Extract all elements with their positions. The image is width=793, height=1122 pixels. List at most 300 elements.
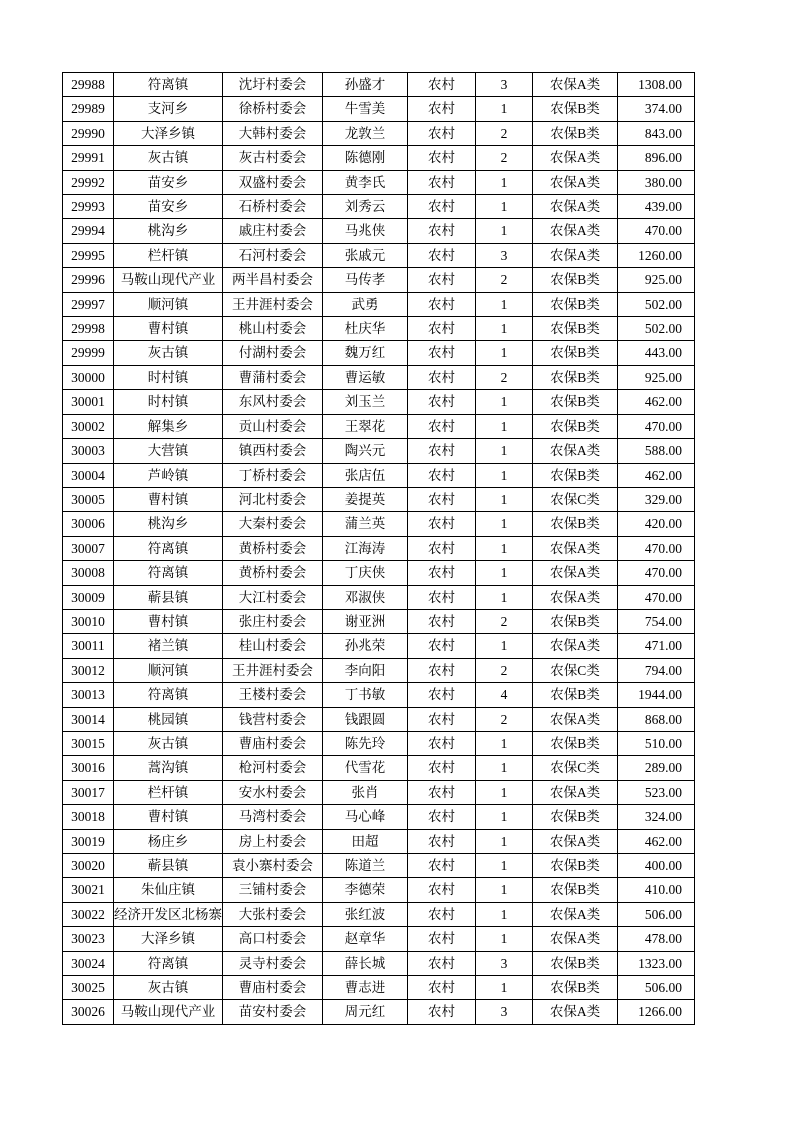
cell-amount xyxy=(618,439,695,463)
cell-village-committee-text: 戚庄村委会 xyxy=(238,223,307,239)
cell-insurance-category xyxy=(533,951,618,975)
table-row xyxy=(63,341,695,365)
cell-town-text: 支河乡 xyxy=(147,101,189,117)
cell-record-number-text: 30021 xyxy=(71,882,105,898)
cell-record-number-text: 30010 xyxy=(71,613,105,629)
cell-residence-type xyxy=(408,805,476,829)
cell-village-committee-text: 镇西村委会 xyxy=(238,443,307,459)
cell-residence-type xyxy=(408,609,476,633)
cell-amount-text: 502.00 xyxy=(644,321,682,337)
cell-person-count-text: 1 xyxy=(500,638,508,654)
cell-insurance-category-text: 农保B类 xyxy=(550,613,600,629)
cell-amount xyxy=(618,951,695,975)
cell-village-committee-text: 桃山村委会 xyxy=(238,321,307,337)
cell-village-committee xyxy=(223,634,323,658)
cell-person-count xyxy=(476,243,533,267)
cell-village-committee xyxy=(223,414,323,438)
cell-residence-type xyxy=(408,951,476,975)
cell-person-name xyxy=(323,854,408,878)
cell-village-committee xyxy=(223,951,323,975)
cell-village-committee-text: 高口村委会 xyxy=(238,931,307,947)
cell-village-committee xyxy=(223,121,323,145)
cell-residence-type xyxy=(408,756,476,780)
cell-person-count-text: 1 xyxy=(500,760,508,776)
cell-person-count-text: 2 xyxy=(500,272,508,288)
table-row xyxy=(63,512,695,536)
cell-person-name-text: 江海涛 xyxy=(344,540,386,556)
cell-amount-text: 523.00 xyxy=(644,784,682,800)
cell-village-committee-text: 曹蒲村委会 xyxy=(238,369,307,385)
cell-insurance-category-text: 农保B类 xyxy=(550,418,600,434)
cell-insurance-category-text: 农保B类 xyxy=(550,980,600,996)
cell-town xyxy=(114,365,223,389)
cell-person-count xyxy=(476,463,533,487)
cell-amount-text: 324.00 xyxy=(644,809,682,825)
cell-village-committee xyxy=(223,756,323,780)
cell-residence-type-text: 农村 xyxy=(428,467,455,483)
cell-village-committee-text: 袁小寨村委会 xyxy=(232,858,313,873)
cell-village-committee-text: 曹庙村委会 xyxy=(238,735,307,751)
cell-insurance-category-text: 农保B类 xyxy=(550,858,600,873)
cell-insurance-category-text: 农保A类 xyxy=(549,833,601,849)
cell-record-number-text: 30002 xyxy=(71,418,105,434)
table-row xyxy=(63,585,695,609)
table-row xyxy=(63,414,695,438)
cell-amount-text: 896.00 xyxy=(644,150,682,166)
table-row xyxy=(63,878,695,902)
table-row xyxy=(63,365,695,389)
cell-person-count-text: 1 xyxy=(500,345,508,361)
cell-person-count-text: 1 xyxy=(500,321,508,337)
cell-amount-text: 329.00 xyxy=(644,491,682,507)
cell-town-text: 时村镇 xyxy=(147,369,189,385)
table-row xyxy=(63,170,695,194)
cell-amount-text: 502.00 xyxy=(644,296,682,312)
table-row xyxy=(63,268,695,292)
cell-residence-type-text: 农村 xyxy=(428,882,455,898)
cell-amount xyxy=(618,561,695,585)
cell-person-name-text: 姜提英 xyxy=(344,491,386,507)
cell-residence-type-text: 农村 xyxy=(428,540,455,556)
cell-insurance-category xyxy=(533,292,618,316)
cell-record-number xyxy=(63,902,114,926)
cell-insurance-category xyxy=(533,219,618,243)
cell-insurance-category-text: 农保A类 xyxy=(549,784,601,800)
cell-person-name xyxy=(323,707,408,731)
cell-amount-text: 470.00 xyxy=(644,565,682,581)
cell-insurance-category-text: 农保B类 xyxy=(550,955,600,971)
cell-town-text: 符离镇 xyxy=(147,540,189,556)
cell-insurance-category xyxy=(533,341,618,365)
cell-insurance-category-text: 农保A类 xyxy=(549,174,601,190)
cell-person-name xyxy=(323,317,408,341)
cell-village-committee-text: 王井涯村委会 xyxy=(232,296,313,312)
cell-village-committee-text: 石河村委会 xyxy=(238,247,307,263)
cell-town-text: 桃园镇 xyxy=(147,711,189,727)
cell-residence-type-text: 农村 xyxy=(428,77,455,92)
cell-person-name-text: 陶兴元 xyxy=(344,443,386,459)
cell-person-name xyxy=(323,170,408,194)
cell-person-count-text: 1 xyxy=(500,394,508,410)
cell-person-name xyxy=(323,292,408,316)
cell-residence-type xyxy=(408,707,476,731)
cell-insurance-category xyxy=(533,97,618,121)
cell-person-name-text: 丁书敏 xyxy=(344,687,386,703)
cell-record-number-text: 30015 xyxy=(71,735,105,751)
table-row xyxy=(63,439,695,463)
cell-village-committee xyxy=(223,439,323,463)
cell-person-count xyxy=(476,854,533,878)
cell-record-number-text: 30001 xyxy=(71,394,105,410)
cell-person-name-text: 张肖 xyxy=(351,784,379,800)
cell-person-name-text: 蒲兰英 xyxy=(344,516,386,532)
cell-record-number-text: 30025 xyxy=(71,980,105,996)
cell-town-text: 苗安乡 xyxy=(147,199,189,215)
cell-person-name xyxy=(323,536,408,560)
cell-village-committee xyxy=(223,658,323,682)
table-row xyxy=(63,561,695,585)
cell-amount xyxy=(618,780,695,804)
cell-person-count-text: 1 xyxy=(500,565,508,581)
cell-person-name-text: 马心峰 xyxy=(344,809,386,825)
cell-insurance-category-text: 农保B类 xyxy=(550,394,600,410)
cell-village-committee xyxy=(223,854,323,878)
cell-village-committee xyxy=(223,707,323,731)
cell-insurance-category-text: 农保A类 xyxy=(549,150,601,166)
cell-person-name xyxy=(323,829,408,853)
cell-residence-type xyxy=(408,317,476,341)
cell-person-count-text: 4 xyxy=(500,687,508,703)
cell-amount xyxy=(618,219,695,243)
cell-village-committee-text: 王楼村委会 xyxy=(238,687,307,703)
cell-insurance-category xyxy=(533,878,618,902)
cell-person-count xyxy=(476,512,533,536)
cell-residence-type-text: 农村 xyxy=(428,418,455,434)
cell-town-text: 顺河镇 xyxy=(147,296,189,312)
cell-amount-text: 471.00 xyxy=(644,638,682,654)
cell-village-committee-text: 丁桥村委会 xyxy=(238,467,307,483)
cell-insurance-category xyxy=(533,195,618,219)
cell-person-name-text: 刘玉兰 xyxy=(344,394,386,410)
cell-person-count xyxy=(476,634,533,658)
cell-person-name-text: 曹运敏 xyxy=(344,369,386,385)
cell-person-name-text: 张店伍 xyxy=(344,467,386,483)
cell-village-committee-text: 灰古村委会 xyxy=(238,150,307,166)
cell-insurance-category-text: 农保C类 xyxy=(550,760,600,776)
cell-residence-type xyxy=(408,878,476,902)
cell-person-count-text: 1 xyxy=(500,491,508,507)
cell-person-count-text: 1 xyxy=(500,882,508,898)
cell-residence-type xyxy=(408,658,476,682)
cell-amount xyxy=(618,341,695,365)
table-row xyxy=(63,634,695,658)
cell-amount xyxy=(618,634,695,658)
cell-person-name xyxy=(323,585,408,609)
cell-amount-text: 374.00 xyxy=(644,101,682,117)
cell-amount xyxy=(618,683,695,707)
cell-town-text: 灰古镇 xyxy=(147,980,189,996)
cell-amount xyxy=(618,170,695,194)
cell-insurance-category xyxy=(533,780,618,804)
cell-insurance-category-text: 农保B类 xyxy=(550,735,600,751)
cell-insurance-category-text: 农保B类 xyxy=(550,516,600,532)
cell-residence-type-text: 农村 xyxy=(428,199,455,215)
cell-residence-type xyxy=(408,365,476,389)
cell-person-count-text: 2 xyxy=(500,150,508,166)
cell-record-number-text: 30014 xyxy=(71,711,105,727)
cell-residence-type-text: 农村 xyxy=(428,931,455,947)
cell-residence-type xyxy=(408,927,476,951)
table-row xyxy=(63,390,695,414)
cell-residence-type xyxy=(408,121,476,145)
cell-residence-type-text: 农村 xyxy=(428,174,455,190)
table-row xyxy=(63,976,695,1000)
cell-record-number xyxy=(63,658,114,682)
cell-insurance-category xyxy=(533,317,618,341)
cell-town-text: 曹村镇 xyxy=(147,491,189,507)
cell-insurance-category xyxy=(533,927,618,951)
cell-record-number xyxy=(63,951,114,975)
cell-person-name-text: 杜庆华 xyxy=(344,321,386,337)
cell-residence-type-text: 农村 xyxy=(428,858,455,873)
cell-village-committee xyxy=(223,731,323,755)
cell-town xyxy=(114,195,223,219)
cell-amount xyxy=(618,365,695,389)
table-row xyxy=(63,243,695,267)
cell-amount-text: 925.00 xyxy=(644,272,682,288)
cell-person-count xyxy=(476,219,533,243)
cell-village-committee-text: 河北村委会 xyxy=(238,491,307,507)
cell-person-name-text: 丁庆侠 xyxy=(344,565,386,581)
cell-village-committee-text: 灵寺村委会 xyxy=(238,955,307,971)
cell-town xyxy=(114,707,223,731)
cell-insurance-category-text: 农保A类 xyxy=(549,711,601,727)
cell-insurance-category xyxy=(533,73,618,97)
cell-town xyxy=(114,854,223,878)
cell-village-committee xyxy=(223,487,323,511)
cell-amount xyxy=(618,756,695,780)
cell-town xyxy=(114,634,223,658)
cell-insurance-category-text: 农保B类 xyxy=(550,809,600,825)
cell-record-number-text: 30017 xyxy=(71,784,105,800)
cell-town-text: 马鞍山现代产业 xyxy=(120,272,216,288)
cell-insurance-category-text: 农保A类 xyxy=(549,565,601,581)
cell-village-committee xyxy=(223,878,323,902)
cell-record-number xyxy=(63,341,114,365)
cell-insurance-category-text: 农保B类 xyxy=(550,101,600,117)
cell-record-number xyxy=(63,292,114,316)
cell-person-name xyxy=(323,1000,408,1024)
cell-amount xyxy=(618,97,695,121)
cell-record-number xyxy=(63,121,114,145)
cell-town-text: 符离镇 xyxy=(147,565,189,581)
cell-record-number xyxy=(63,195,114,219)
cell-village-committee-text: 东风村委会 xyxy=(238,394,307,410)
cell-person-count-text: 1 xyxy=(500,199,508,215)
cell-residence-type-text: 农村 xyxy=(428,516,455,532)
cell-amount-text: 289.00 xyxy=(644,760,682,776)
cell-residence-type-text: 农村 xyxy=(428,247,455,263)
cell-person-count xyxy=(476,805,533,829)
cell-record-number xyxy=(63,756,114,780)
cell-person-count xyxy=(476,341,533,365)
cell-amount-text: 1308.00 xyxy=(638,77,682,92)
cell-town-text: 顺河镇 xyxy=(147,662,189,678)
cell-residence-type-text: 农村 xyxy=(428,833,455,849)
cell-amount-text: 410.00 xyxy=(644,882,682,898)
cell-person-name-text: 薛长城 xyxy=(344,955,386,971)
cell-insurance-category-text: 农保B类 xyxy=(550,687,600,703)
cell-town xyxy=(114,902,223,926)
cell-town xyxy=(114,536,223,560)
cell-record-number-text: 29997 xyxy=(71,296,105,312)
cell-insurance-category xyxy=(533,854,618,878)
cell-residence-type-text: 农村 xyxy=(428,760,455,776)
cell-town-text: 符离镇 xyxy=(147,687,189,703)
table-row xyxy=(63,780,695,804)
table-row xyxy=(63,195,695,219)
cell-person-name-text: 谢亚洲 xyxy=(344,613,386,629)
cell-amount-text: 510.00 xyxy=(644,735,682,751)
cell-person-name xyxy=(323,731,408,755)
cell-insurance-category xyxy=(533,1000,618,1024)
cell-record-number xyxy=(63,683,114,707)
cell-insurance-category xyxy=(533,756,618,780)
cell-person-count xyxy=(476,439,533,463)
cell-residence-type-text: 农村 xyxy=(428,565,455,581)
cell-person-count-text: 1 xyxy=(500,296,508,312)
cell-amount xyxy=(618,121,695,145)
cell-village-committee xyxy=(223,561,323,585)
cell-insurance-category-text: 农保C类 xyxy=(550,491,600,507)
cell-person-name xyxy=(323,927,408,951)
cell-town-text: 灰古镇 xyxy=(147,345,189,361)
cell-person-name-text: 牛雪美 xyxy=(344,101,386,117)
cell-amount-text: 470.00 xyxy=(644,540,682,556)
cell-town-text: 曹村镇 xyxy=(147,613,189,629)
cell-village-committee-text: 张庄村委会 xyxy=(238,613,307,629)
pension-payment-table xyxy=(62,72,695,1025)
cell-town xyxy=(114,512,223,536)
cell-amount xyxy=(618,487,695,511)
cell-insurance-category xyxy=(533,463,618,487)
cell-residence-type xyxy=(408,829,476,853)
table-body xyxy=(63,73,695,1025)
cell-person-name xyxy=(323,268,408,292)
cell-residence-type-text: 农村 xyxy=(428,906,455,922)
cell-village-committee xyxy=(223,829,323,853)
table-row xyxy=(63,805,695,829)
cell-amount-text: 462.00 xyxy=(644,394,682,410)
cell-record-number-text: 30023 xyxy=(71,931,105,947)
cell-residence-type-text: 农村 xyxy=(428,711,455,727)
cell-person-count xyxy=(476,707,533,731)
cell-record-number xyxy=(63,170,114,194)
cell-person-name-text: 孙盛才 xyxy=(344,77,386,92)
cell-amount xyxy=(618,902,695,926)
table-row xyxy=(63,1000,695,1024)
cell-residence-type xyxy=(408,683,476,707)
cell-village-committee xyxy=(223,585,323,609)
cell-person-name xyxy=(323,243,408,267)
cell-residence-type-text: 农村 xyxy=(428,101,455,117)
cell-person-name xyxy=(323,658,408,682)
cell-amount-text: 380.00 xyxy=(644,174,682,190)
cell-amount-text: 868.00 xyxy=(644,711,682,727)
cell-person-name xyxy=(323,878,408,902)
cell-person-count xyxy=(476,902,533,926)
cell-person-name xyxy=(323,463,408,487)
cell-person-name-text: 赵章华 xyxy=(344,931,386,947)
cell-residence-type-text: 农村 xyxy=(428,223,455,239)
cell-person-count-text: 1 xyxy=(500,809,508,825)
cell-person-name-text: 张红波 xyxy=(344,906,386,922)
cell-town-text: 马鞍山现代产业 xyxy=(120,1004,216,1020)
cell-person-count-text: 3 xyxy=(500,955,508,971)
cell-residence-type-text: 农村 xyxy=(428,369,455,385)
cell-person-name xyxy=(323,439,408,463)
cell-person-name-text: 李德荣 xyxy=(344,882,386,898)
cell-record-number-text: 30003 xyxy=(71,443,105,459)
cell-insurance-category-text: 农保A类 xyxy=(549,931,601,947)
cell-person-count xyxy=(476,414,533,438)
cell-village-committee-text: 双盛村委会 xyxy=(238,174,307,190)
cell-person-count xyxy=(476,609,533,633)
cell-person-count-text: 2 xyxy=(500,369,508,385)
cell-insurance-category xyxy=(533,707,618,731)
cell-insurance-category-text: 农保A类 xyxy=(549,223,601,239)
cell-amount xyxy=(618,536,695,560)
cell-town xyxy=(114,585,223,609)
cell-residence-type-text: 农村 xyxy=(428,735,455,751)
cell-person-name xyxy=(323,756,408,780)
cell-person-count xyxy=(476,731,533,755)
cell-insurance-category-text: 农保A类 xyxy=(549,906,601,922)
cell-amount xyxy=(618,878,695,902)
cell-record-number xyxy=(63,780,114,804)
cell-record-number-text: 29995 xyxy=(71,247,105,263)
cell-amount-text: 843.00 xyxy=(644,125,682,141)
cell-insurance-category xyxy=(533,731,618,755)
cell-insurance-category xyxy=(533,585,618,609)
cell-record-number-text: 30013 xyxy=(71,687,105,703)
cell-town-text: 解集乡 xyxy=(147,418,189,434)
cell-person-count-text: 1 xyxy=(500,784,508,800)
cell-village-committee xyxy=(223,976,323,1000)
cell-residence-type xyxy=(408,731,476,755)
cell-insurance-category-text: 农保B类 xyxy=(550,345,600,361)
cell-village-committee xyxy=(223,536,323,560)
cell-person-count xyxy=(476,317,533,341)
cell-village-committee xyxy=(223,146,323,170)
cell-town-text: 苗安乡 xyxy=(147,174,189,190)
cell-amount-text: 470.00 xyxy=(644,223,682,239)
cell-amount xyxy=(618,707,695,731)
cell-person-name-text: 马传孝 xyxy=(344,272,386,288)
cell-residence-type xyxy=(408,439,476,463)
cell-insurance-category-text: 农保B类 xyxy=(550,882,600,898)
cell-record-number xyxy=(63,609,114,633)
cell-amount xyxy=(618,463,695,487)
cell-village-committee xyxy=(223,268,323,292)
cell-person-count-text: 1 xyxy=(500,443,508,459)
cell-person-count xyxy=(476,195,533,219)
cell-amount-text: 1944.00 xyxy=(638,687,682,703)
cell-residence-type xyxy=(408,1000,476,1024)
cell-person-name xyxy=(323,683,408,707)
cell-insurance-category xyxy=(533,121,618,145)
cell-amount xyxy=(618,73,695,97)
